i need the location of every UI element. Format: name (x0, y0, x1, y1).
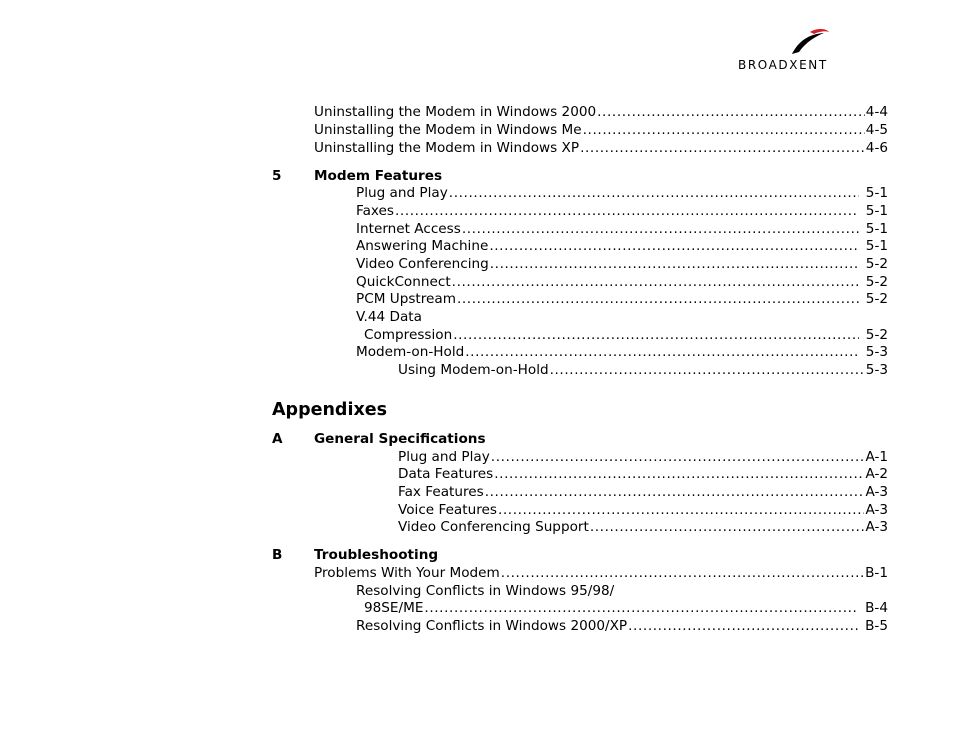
chapter-title[interactable]: Modem Features (314, 168, 443, 184)
toc-entry-line[interactable]: Resolving Conflicts in Windows 95/98/ (356, 583, 615, 599)
toc-entry[interactable]: Plug and Play ..... 5-1 (356, 184, 888, 202)
toc-entry[interactable]: Answering Machine ..... 5-1 (356, 237, 888, 255)
appendix-letter: A (272, 431, 283, 447)
toc-entry[interactable]: Video Conferencing Support ..... A-3 (398, 518, 888, 536)
appendix-title[interactable]: General Specifications (314, 431, 486, 447)
toc-entry[interactable]: Compression ..... 5-2 (364, 326, 888, 344)
toc-entry[interactable]: Modem-on-Hold ..... 5-3 (356, 343, 888, 361)
toc-entry[interactable]: Uninstalling the Modem in Windows Me ..... 4-5 (314, 121, 888, 139)
toc-entry[interactable]: Voice Features ..... A-3 (398, 501, 888, 519)
toc-entry-line[interactable]: V.44 Data (356, 309, 422, 325)
appendix-letter: B (272, 547, 283, 563)
broadxent-logo (738, 28, 880, 72)
toc-entry[interactable]: Uninstalling the Modem in Windows XP ..... 4-6 (314, 139, 888, 157)
logo-wordmark: BROADXENT (738, 58, 828, 72)
toc-entry[interactable]: Internet Access ..... 5-1 (356, 220, 888, 238)
chapter-number: 5 (272, 168, 282, 184)
toc-entry[interactable]: QuickConnect ..... 5-2 (356, 273, 888, 291)
toc-entry[interactable]: Data Features ..... A-2 (398, 465, 888, 483)
appendix-title[interactable]: Troubleshooting (314, 547, 439, 563)
toc-entry[interactable]: Uninstalling the Modem in Windows 2000 ..... 4-4 (314, 103, 888, 121)
toc-entry[interactable]: Faxes ..... 5-1 (356, 202, 888, 220)
swoosh-logo-icon (790, 28, 830, 56)
toc-entry[interactable]: Plug and Play ..... A-1 (398, 448, 888, 466)
toc-entry[interactable]: Using Modem-on-Hold ..... 5-3 (398, 361, 888, 379)
toc-entry[interactable]: Fax Features ..... A-3 (398, 483, 888, 501)
appendixes-heading: Appendixes (272, 400, 388, 420)
toc-entry[interactable]: Video Conferencing ..... 5-2 (356, 255, 888, 273)
toc-entry[interactable]: Problems With Your Modem ..... B-1 (314, 564, 888, 582)
toc-entry[interactable]: PCM Upstream ..... 5-2 (356, 290, 888, 308)
toc-entry[interactable]: 98SE/ME ..... B-4 (364, 599, 888, 617)
toc-entry[interactable]: Resolving Conflicts in Windows 2000/XP ..... B-5 (356, 617, 888, 635)
